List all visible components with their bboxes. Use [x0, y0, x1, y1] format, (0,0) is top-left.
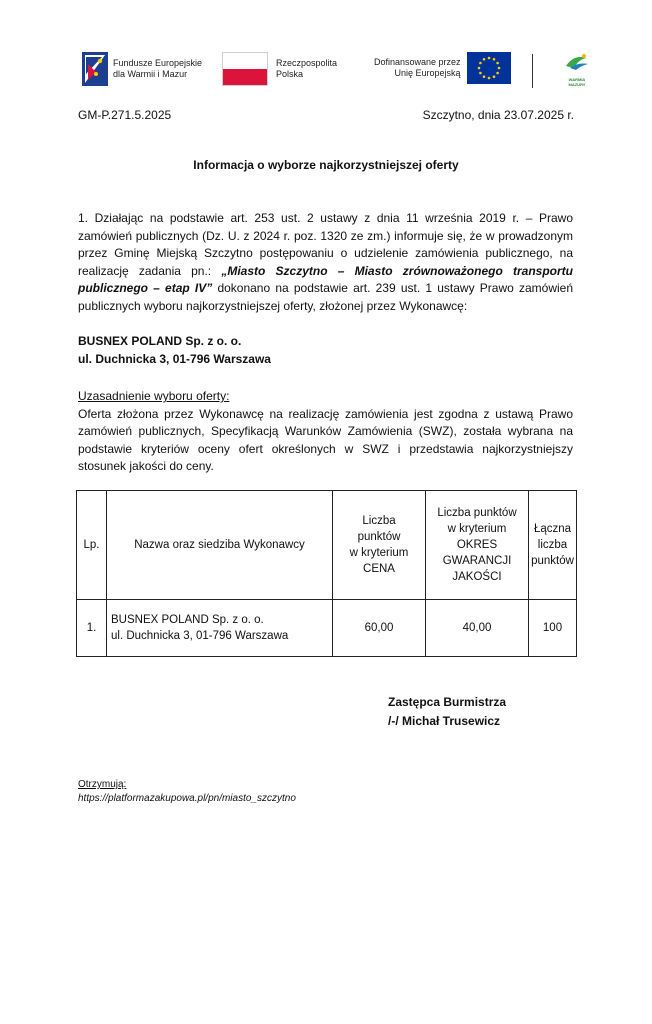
- results-table: [76, 490, 577, 657]
- wm-logo-line2: MAZURY: [568, 82, 586, 87]
- document-title: Informacja o wyborze najkorzystniejszej oferty: [193, 158, 459, 172]
- fundusze-europejskie-emblem-icon: [82, 52, 108, 86]
- cell-lp: 1.: [77, 600, 107, 657]
- cell-cena: 60,00: [333, 600, 426, 657]
- logo-warmia-mazury: [562, 52, 592, 87]
- header-okres-line: JAKOŚCI: [452, 571, 502, 583]
- logo-fundusze-europejskie: [82, 52, 202, 86]
- reference-number: GM-P.271.5.2025: [78, 108, 172, 122]
- recipients-link[interactable]: https://platformazakupowa.pl/pn/miasto_szczytno: [78, 793, 296, 804]
- header-suma: [529, 491, 577, 600]
- justification-text: Oferta złożona przez Wykonawcę na realizację zamówienia jest zgodna z ustawą Prawo zamówień publicznych, Specyfikacją Warunków Zamówienia (SWZ), została wybrana na podstawie kryteriów oceny ofert określonych w SWZ i przedstawia najkorzystniejszy stosunek jakości do ceny.: [78, 406, 573, 473]
- contractor-name: BUSNEX POLAND Sp. z o. o.: [78, 334, 242, 348]
- document-header: [78, 108, 574, 122]
- header-name: Nazwa oraz siedziba Wykonawcy: [107, 491, 333, 600]
- wm-logo-line1: WARMIA: [568, 77, 586, 82]
- ue-logo-line1: Dofinansowane przez: [374, 57, 461, 67]
- signature-title: Zastępca Burmistrza: [388, 695, 507, 709]
- fe-logo-line2: dla Warmii i Mazur: [113, 69, 188, 79]
- cell-name-line1: BUSNEX POLAND Sp. z o. o.: [111, 614, 264, 626]
- table-header-row: [77, 491, 577, 600]
- cell-okres: 40,00: [426, 600, 529, 657]
- rp-logo-line1: Rzeczpospolita: [276, 58, 338, 68]
- recipients-heading: Otrzymują:: [78, 779, 127, 790]
- logo-unia-europejska: [374, 52, 511, 84]
- header-okres-line: Liczba punktów: [437, 507, 517, 519]
- header-cena-line: punktów: [357, 531, 401, 543]
- cell-suma: 100: [529, 600, 577, 657]
- rp-logo-line2: Polska: [276, 69, 304, 79]
- logo-separator: [532, 54, 533, 88]
- paragraph-1: [78, 210, 573, 315]
- recipients: [78, 778, 296, 806]
- polish-flag-icon: [222, 52, 268, 86]
- justification-heading: Uzasadnienie wyboru oferty:: [78, 389, 230, 403]
- header-okres-line: w kryterium: [447, 523, 507, 535]
- eu-flag-icon: [467, 52, 511, 84]
- header-cena-line: Liczba: [362, 515, 396, 527]
- fe-logo-line1: Fundusze Europejskie: [113, 58, 203, 68]
- paragraph-1-start: 1. Działając na podstawie art. 253 ust. 2 ustawy z dnia 11 września 2019 r. – Prawo zamówień publicznych (Dz. U. z 2024 r. poz. 1320 ze zm.) informuje się, że w prowadzonym przez Gminę Miejską Szczytno postępowaniu o udzielenie zamówienia publicznego, na realizację zadania pn.:: [78, 211, 573, 278]
- header-okres: [426, 491, 529, 600]
- header-cena: [333, 491, 426, 600]
- header-logos: [82, 52, 586, 92]
- signature-name: /-/ Michał Trusewicz: [388, 714, 501, 728]
- justification: [78, 388, 573, 476]
- header-suma-line: punktów: [531, 555, 574, 567]
- place-and-date: Szczytno, dnia 23.07.2025 r.: [422, 108, 574, 122]
- contractor-address: ul. Duchnicka 3, 01-796 Warszawa: [78, 352, 271, 366]
- selected-contractor: [78, 332, 271, 368]
- cell-name-line2: ul. Duchnicka 3, 01-796 Warszawa: [111, 630, 289, 642]
- ue-logo-line2: Unię Europejską: [394, 68, 461, 78]
- header-suma-line: liczba: [537, 539, 568, 551]
- warmia-mazury-emblem-icon: [562, 52, 592, 72]
- header-cena-line: CENA: [363, 563, 395, 575]
- header-cena-line: w kryterium: [349, 547, 409, 559]
- table-row: [77, 600, 577, 657]
- logo-rzeczpospolita-polska: [222, 52, 337, 86]
- header-okres-line: OKRES GWARANCJI: [442, 539, 512, 567]
- cell-name: [107, 600, 333, 657]
- header-suma-line: Łączna: [533, 523, 572, 535]
- header-lp: Lp.: [77, 491, 107, 600]
- signature-block: [388, 693, 506, 731]
- paragraph-1-end: dokonano na podstawie art. 239 ust. 1 ustawy Prawo zamówień publicznych wyboru najkorzystniejszej oferty, złożonej przez Wykonawcę:: [78, 281, 573, 313]
- task-name: „Miasto Szczytno – Miasto zrównoważonego transportu publicznego – etap IV”: [78, 263, 573, 295]
